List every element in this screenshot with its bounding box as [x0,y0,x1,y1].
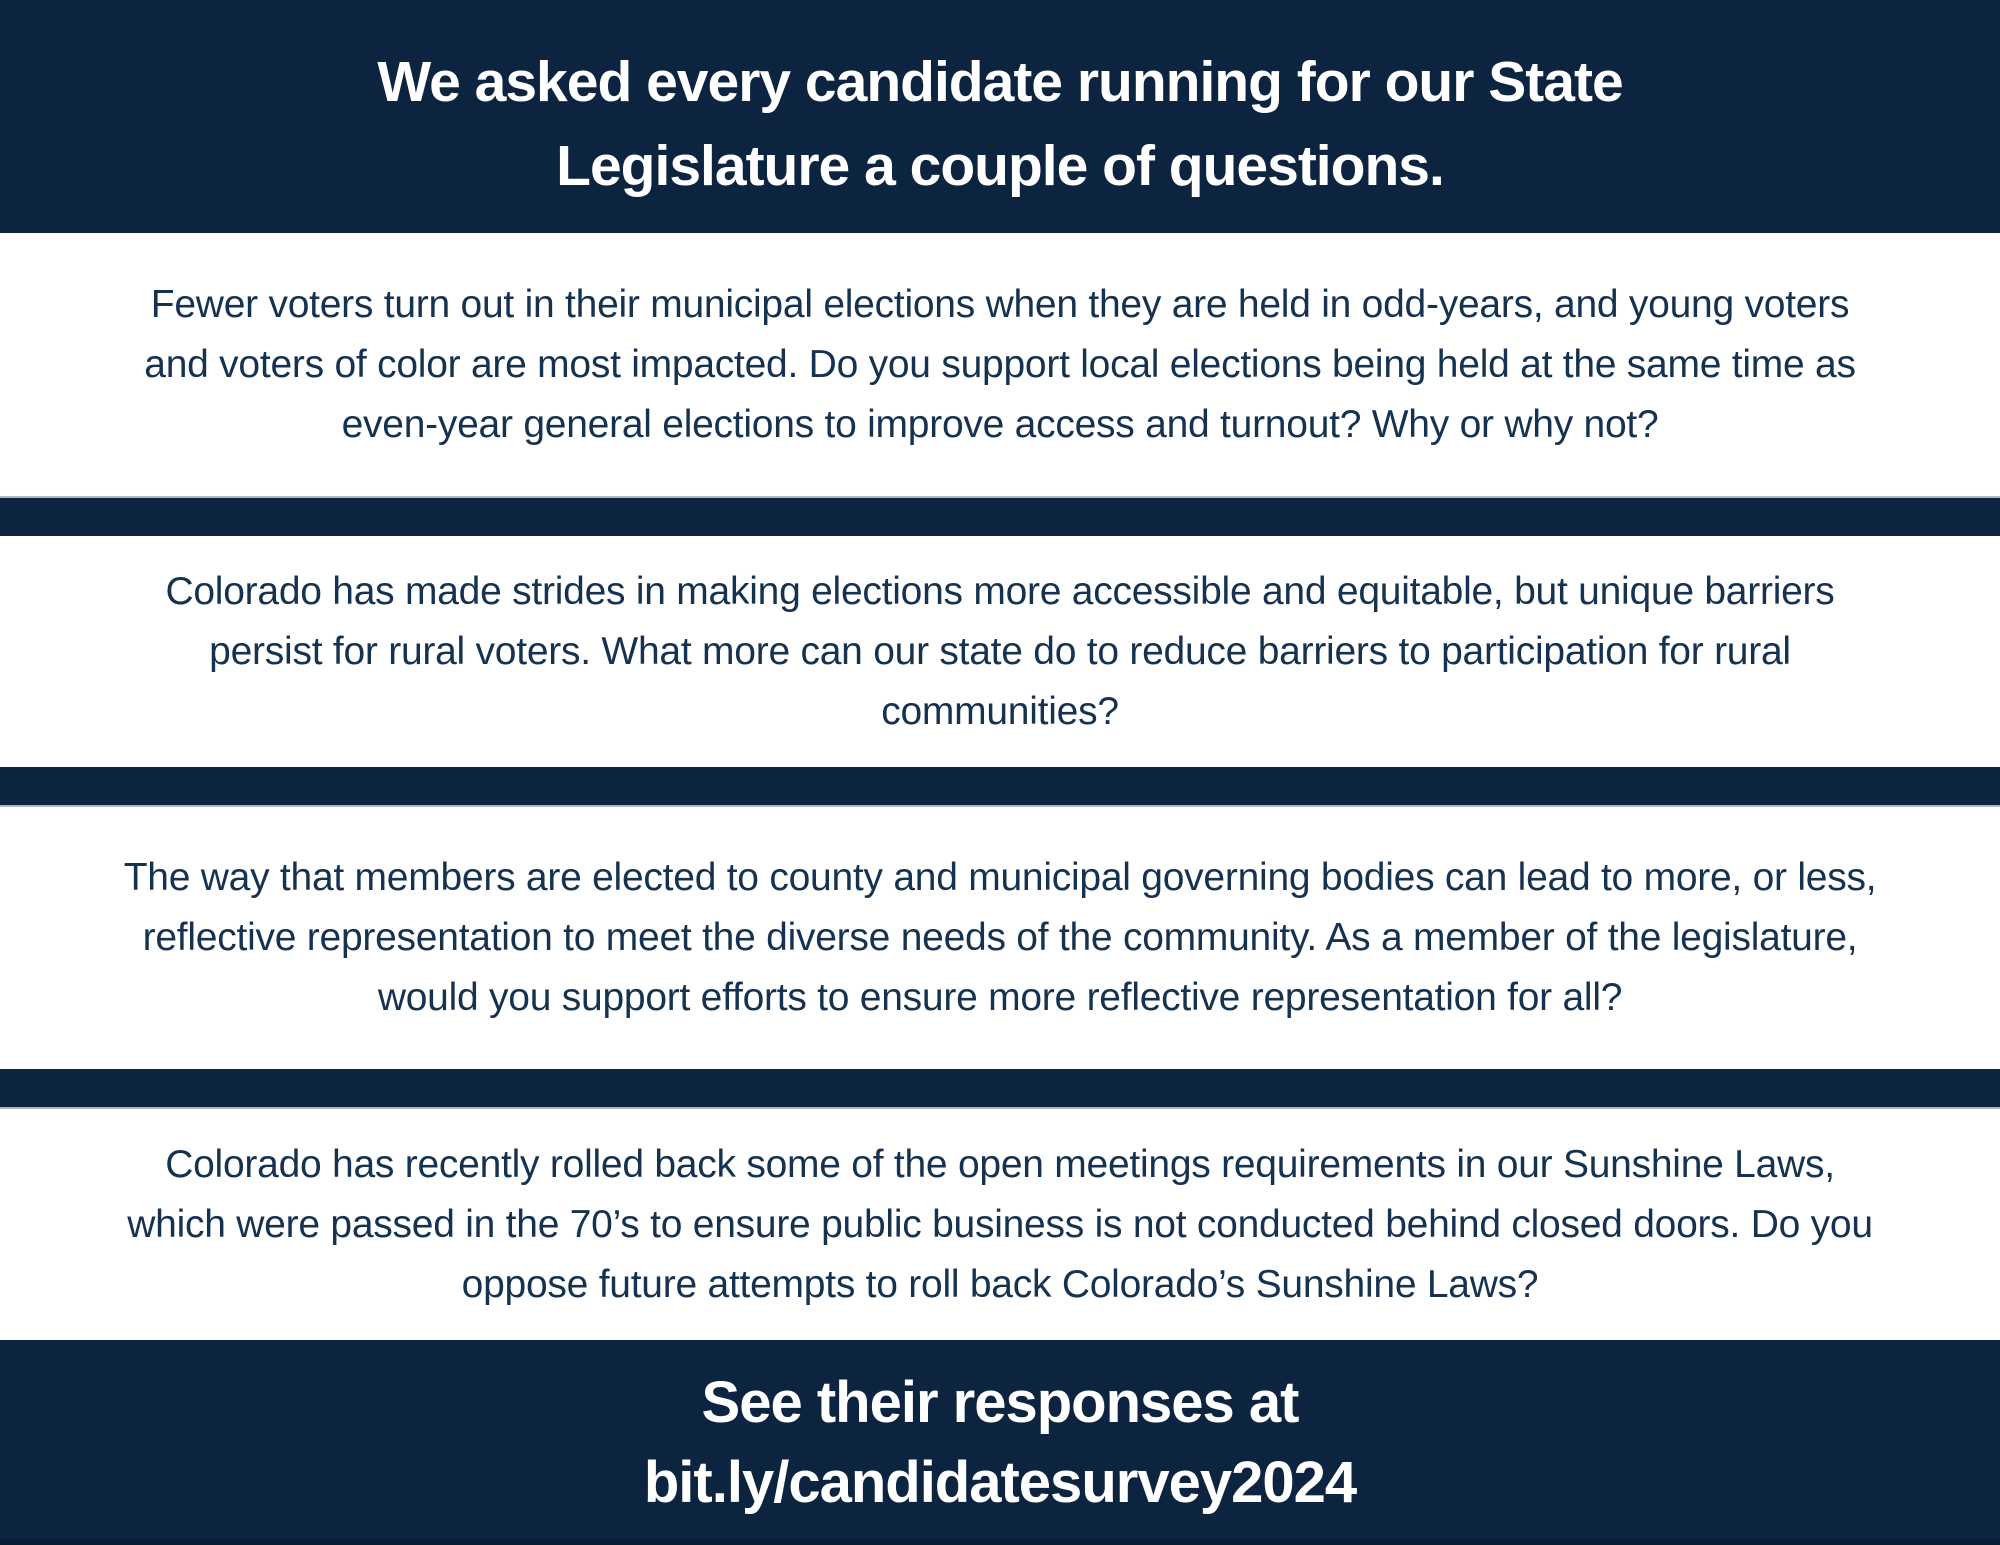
footer-band [0,1340,2000,1545]
question-section-1 [0,233,2000,496]
footer-url: bit.ly/candidatesurvey2024 [643,1449,1357,1515]
question-section-4 [0,1109,2000,1340]
header-band [0,0,2000,233]
divider [0,767,2000,807]
divider [0,496,2000,536]
header-title: We asked every candidate running for our State Legislature a couple of questions. [377,49,1623,198]
question-4-text: Colorado has recently rolled back some of the open meetings requirements in our Sunshine Laws, which were passed in the 70’s to ensure public business is not conducted behind closed doors. Do you oppose future attempts to roll back Colorado’s Sunshine Laws? [127,1142,1873,1306]
question-1-text: Fewer voters turn out in their municipal elections when they are held in odd-years, and young voters and voters of color are most impacted. Do you support local elections being held at the same time as even-year general elections to improve access and turnout? Why or why not? [144,282,1856,446]
question-section-3 [0,807,2000,1069]
question-2-text: Colorado has made strides in making elections more accessible and equitable, but unique barriers persist for rural voters. What more can our state do to reduce barriers to participation for rural communities? [165,569,1835,733]
footer-text: See their responses at [701,1369,1299,1435]
bottom-edge-strip [0,1539,2000,1545]
question-3-text: The way that members are elected to county and municipal governing bodies can lead to more, or less, reflective representation to meet the diverse needs of the community. As a member of the legislature, would you support efforts to ensure more reflective representation for all? [123,856,1877,1019]
divider [0,1069,2000,1109]
question-section-2 [0,536,2000,767]
